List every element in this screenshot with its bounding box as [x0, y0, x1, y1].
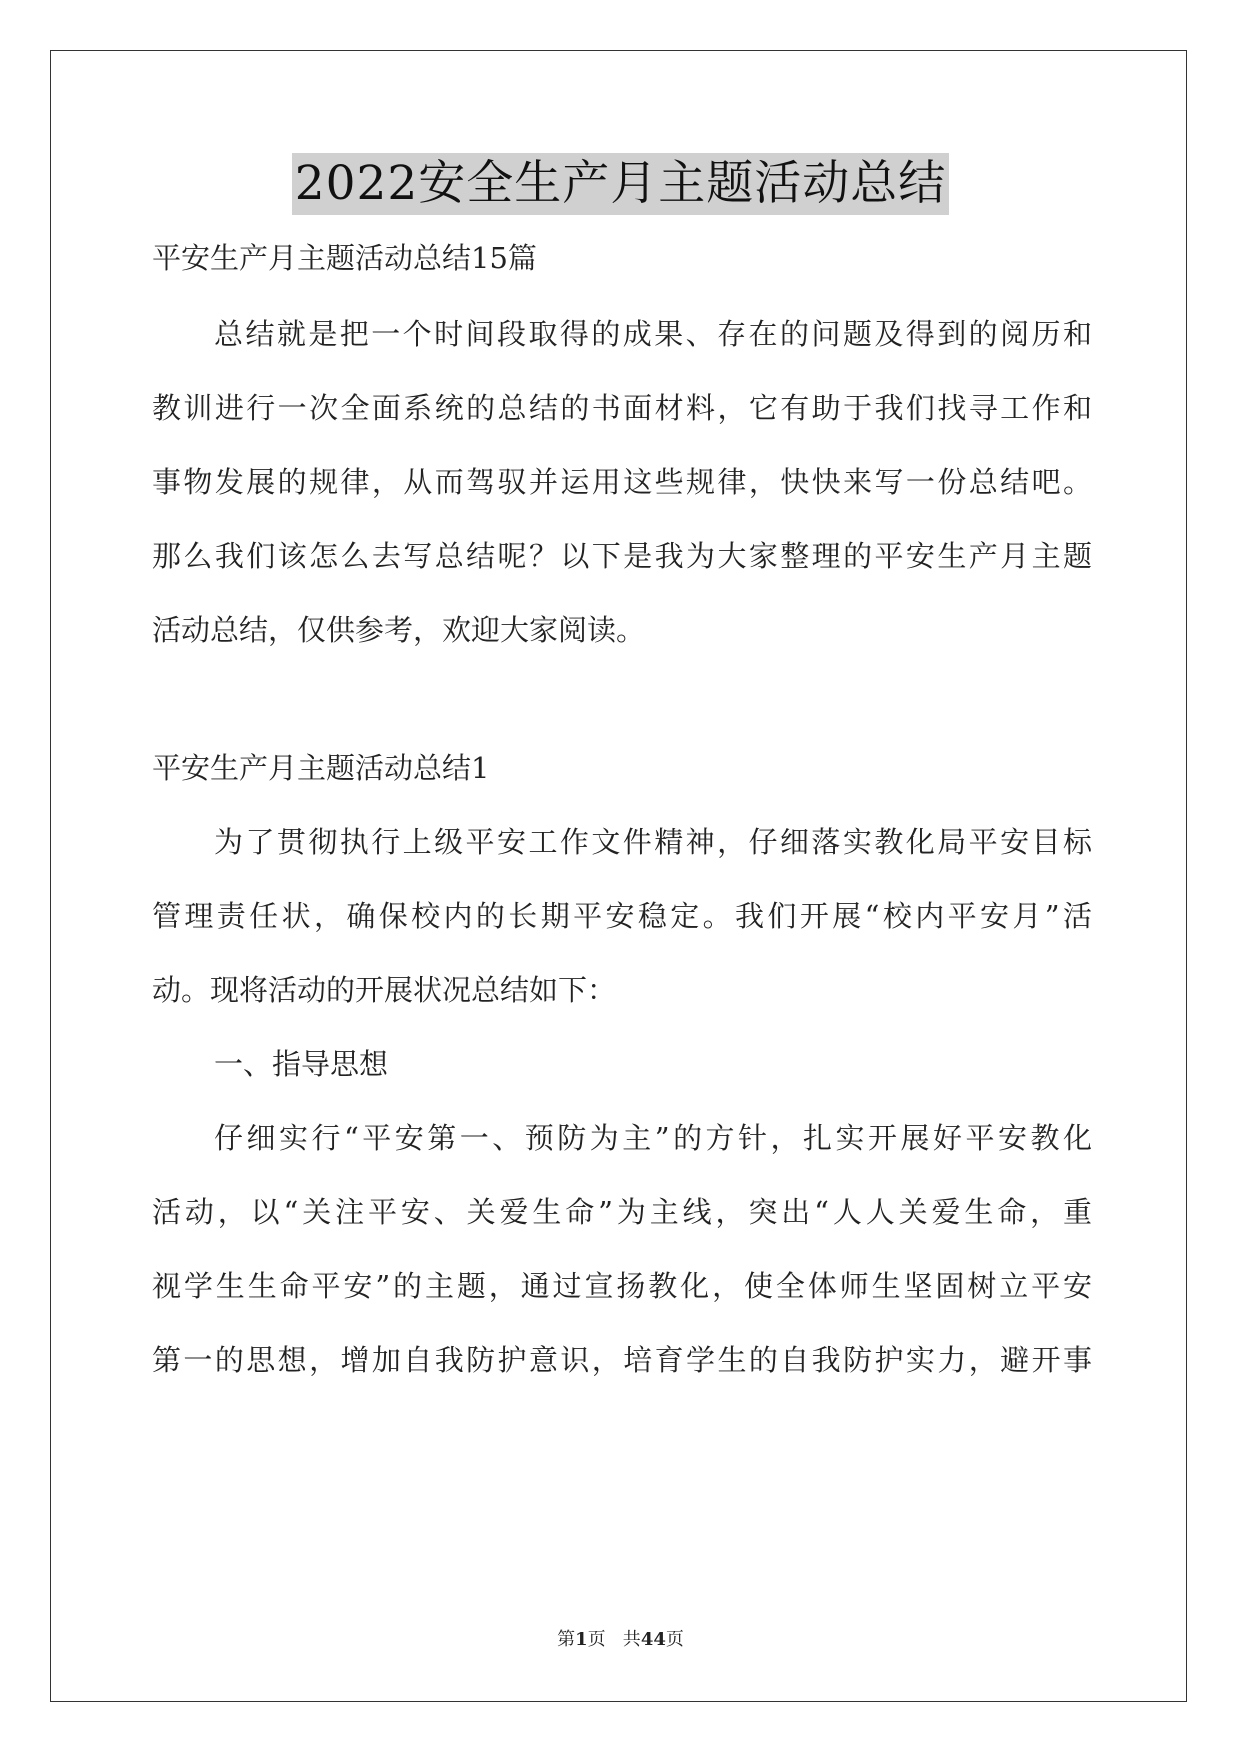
page-footer: [0, 1628, 1241, 1652]
document-title: 2022安全生产月主题活动总结: [292, 153, 950, 215]
intro-line: 事物发展的规律，从而驾驭并运用这些规律，快快来写一份总结吧。: [152, 465, 1092, 499]
body-line: 仔细实行“平安第一、预防为主”的方针，扎实开展好平安教化: [214, 1121, 1092, 1155]
footer-prefix: 第: [557, 1629, 576, 1650]
footer-suffix: 页: [665, 1629, 684, 1650]
body-line: 为了贯彻执行上级平安工作文件精神，仔细落实教化局平安目标: [214, 825, 1092, 859]
intro-line: 活动总结，仅供参考，欢迎大家阅读。: [152, 613, 646, 647]
document-subtitle: 平安生产月主题活动总结15篇: [152, 241, 537, 275]
title-container: [0, 153, 1241, 215]
footer-page-number: 1: [575, 1629, 588, 1650]
body-line: 视学生生命平安”的主题，通过宣扬教化，使全体师生坚固树立平安: [152, 1269, 1092, 1303]
page-border: [50, 50, 1187, 1702]
footer-mid: 页 共: [587, 1629, 641, 1650]
intro-line: 总结就是把一个时间段取得的成果、存在的问题及得到的阅历和: [214, 317, 1092, 351]
body-line: 动。现将活动的开展状况总结如下：: [152, 973, 617, 1007]
body-line: 活动，以“关注平安、关爱生命”为主线，突出“人人关爱生命，重: [152, 1195, 1092, 1229]
section-heading: 平安生产月主题活动总结1: [152, 751, 490, 785]
body-line: 第一的思想，增加自我防护意识，培育学生的自我防护实力，避开事: [152, 1343, 1092, 1377]
intro-line: 教训进行一次全面系统的总结的书面材料，它有助于我们找寻工作和: [152, 391, 1092, 425]
body-line: 管理责任状，确保校内的长期平安稳定。我们开展“校内平安月”活: [152, 899, 1092, 933]
intro-line: 那么我们该怎么去写总结呢？以下是我为大家整理的平安生产月主题: [152, 539, 1092, 573]
footer-total-pages: 44: [640, 1629, 666, 1650]
subheading: 一、指导思想: [214, 1047, 389, 1081]
